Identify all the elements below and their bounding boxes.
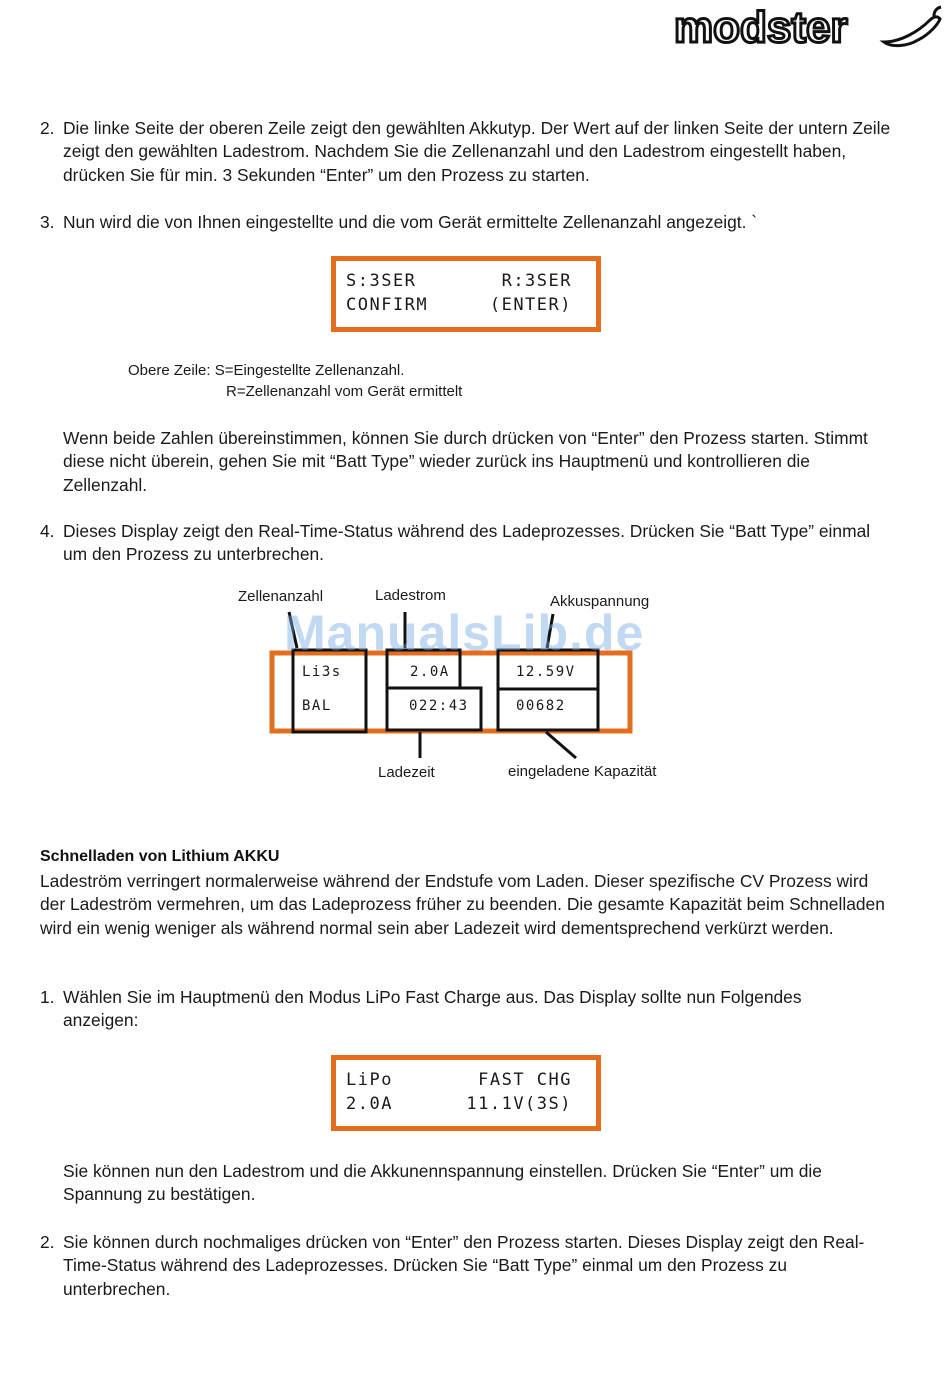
lcd-line1-left: S:3SER xyxy=(346,271,417,291)
pointer-capacity xyxy=(546,732,576,758)
step-4-text: Dieses Display zeigt den Real-Time-Status während des Ladeprozesses. Drücken Sie “Batt Type” einmal um den Prozess zu unterbrechen. xyxy=(63,521,871,565)
lcd2-line1-left: LiPo xyxy=(346,1070,393,1090)
step-3-number: 3. xyxy=(40,212,55,232)
label-current: Ladestrom xyxy=(375,587,446,604)
lcd2-line2-right: 11.1V(3S) xyxy=(466,1094,572,1114)
value-voltage: 12.59V xyxy=(516,664,576,680)
label-capacity: eingeladene Kapazität xyxy=(508,763,657,780)
value-current: 2.0A xyxy=(410,664,450,680)
value-capacity: 00682 xyxy=(516,698,566,714)
fast-step-1-paragraph: Sie können nun den Ladestrom und die Akkunennspannung einstellen. Drücken Sie “Enter” um die Spannung zu bestätigen. xyxy=(63,1161,822,1205)
lcd2-line2-left: 2.0A xyxy=(346,1094,393,1114)
step-2-number: 2. xyxy=(40,118,55,138)
fast-charge-intro: Ladeström verringert normalerweise während der Endstufe vom Laden. Dieser spezifische CV Prozess wird der Ladeström vermehren, um das Ladeprozess früher zu beenden. Die gesamte Kapazität beim Schnelladen wird ein wenig weniger als während normal sein aber Ladezeit wird dementsprechend verkürzt werden. xyxy=(40,871,885,938)
logo-text: modster xyxy=(674,3,848,52)
label-time: Ladezeit xyxy=(378,764,435,781)
step-3-text: Nun wird die von Ihnen eingestellte und die vom Gerät ermittelte Zellenanzahl angezeigt. ` xyxy=(63,212,758,232)
display-note-line-1: Obere Zeile: S=Eingestellte Zellenanzahl. xyxy=(128,362,405,379)
cell-box xyxy=(293,650,366,732)
fast-step-1-number: 1. xyxy=(40,987,55,1007)
lcd2-line1-right: FAST CHG xyxy=(478,1070,572,1090)
value-time: 022:43 xyxy=(409,698,469,714)
lcd-line2-left: CONFIRM xyxy=(346,295,429,315)
step-2-text: Die linke Seite der oberen Zeile zeigt den gewählten Akkutyp. Der Wert auf der linken Seite der untern Zeile zeigt den gewählten Ladestrom. Nachdem Sie die Zellenanzahl und den Ladestrom eingestellt haben, drücken Sie für min. 3 Sekunden “Enter” um den Prozess zu starten. xyxy=(63,118,891,185)
value-mode: BAL xyxy=(302,698,332,714)
watermark: ManualsLib.de xyxy=(284,605,645,661)
fast-step-1 xyxy=(40,986,880,1033)
display-note-line-2: R=Zellenanzahl vom Gerät ermittelt xyxy=(226,383,463,400)
fast-step-2 xyxy=(40,1231,880,1301)
label-voltage: Akkuspannung xyxy=(550,593,650,610)
lcd-fast-charge-display xyxy=(331,1055,601,1131)
label-cells: Zellenanzahl xyxy=(238,588,324,605)
fast-step-2-text: Sie können durch nochmaliges drücken von “Enter” den Prozess starten. Dieses Display zeigt den Real-Time-Status während des Ladeprozesses. Drücken Sie “Batt Type” einmal um den Prozess zu unterbrechen. xyxy=(63,1232,865,1299)
step-4-number: 4. xyxy=(40,521,55,541)
fast-step-1-text: Wählen Sie im Hauptmenü den Modus LiPo Fast Charge aus. Das Display sollte nun Folgendes anzeigen: xyxy=(63,987,802,1031)
fast-charge-heading: Schnelladen von Lithium AKKU xyxy=(40,848,280,865)
value-battery-type: Li3s xyxy=(302,664,342,680)
fast-step-2-number: 2. xyxy=(40,1232,55,1252)
lcd-line2-right: (ENTER) xyxy=(489,295,572,315)
lcd-line1-right: R:3SER xyxy=(501,271,572,291)
step-3-paragraph: Wenn beide Zahlen übereinstimmen, können Sie durch drücken von “Enter” den Prozess starten. Stimmt diese nicht überein, gehen Sie mit “Batt Type” wieder zurück ins Hauptmenü und kontrollieren die Zellenzahl. xyxy=(63,428,868,495)
